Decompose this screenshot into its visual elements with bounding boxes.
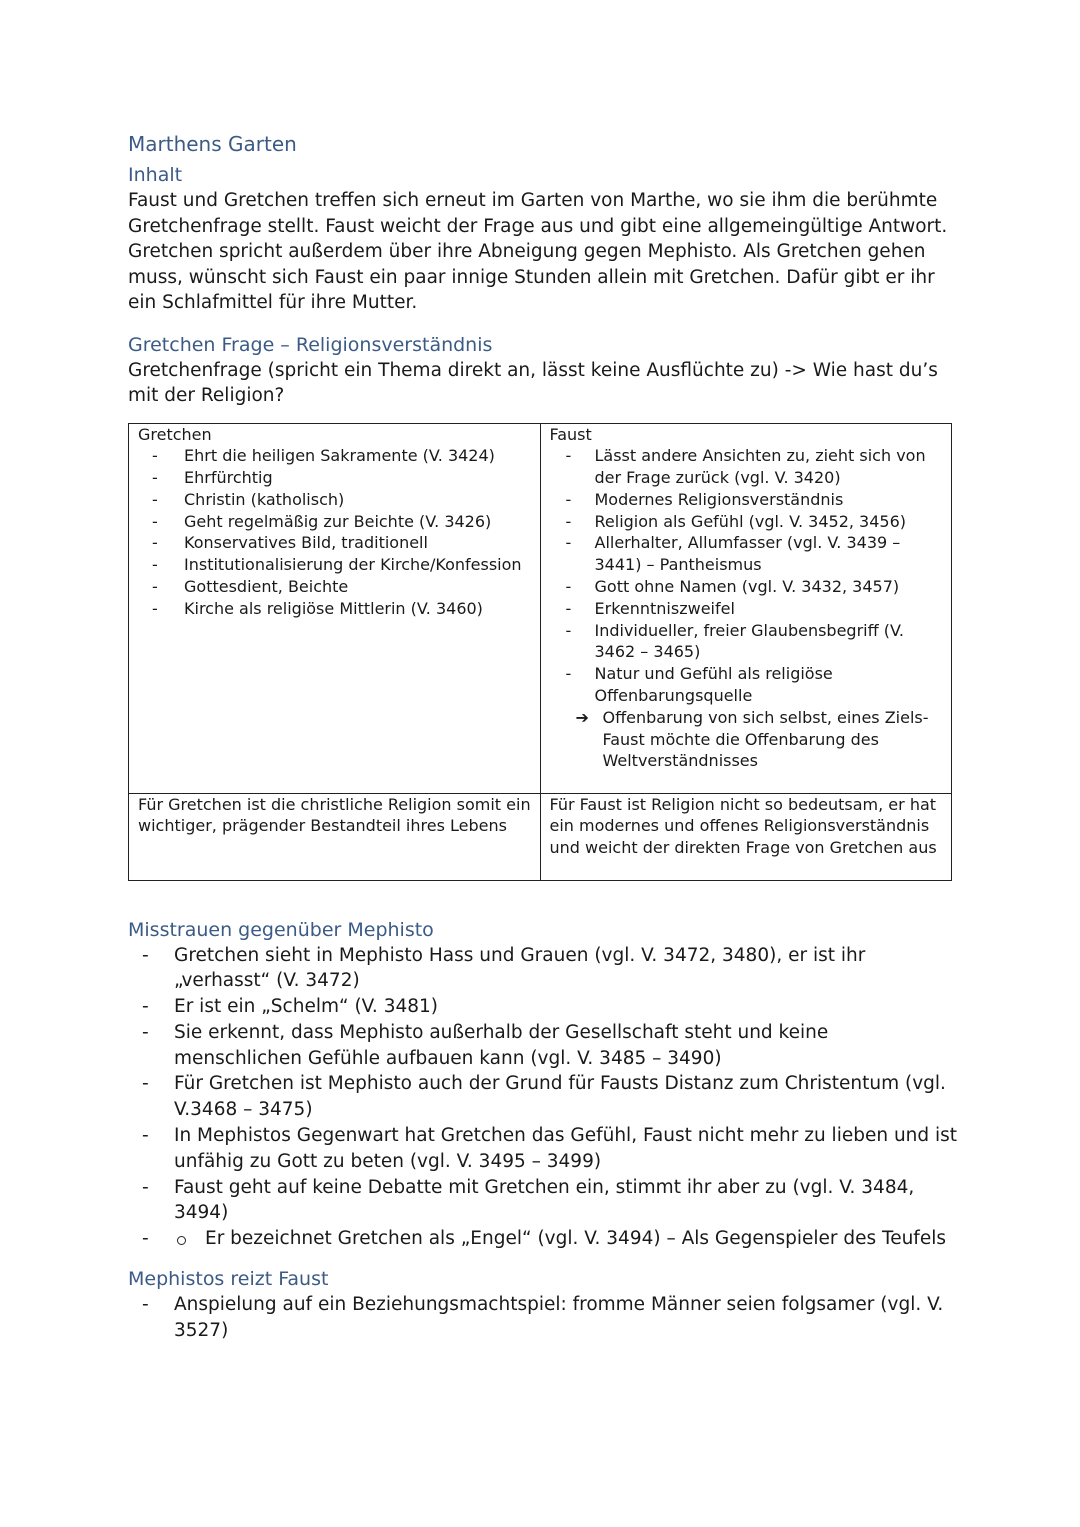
list-item: - Anspielung auf ein Beziehungsmachtspiel: fromme Männer seien folgsamer (vgl. V. 3527) <box>128 1292 958 1344</box>
section-mephisto-reizt <box>128 1266 958 1344</box>
section-misstrauen <box>128 917 958 1253</box>
list-item: - Allerhalter, Allumfasser (vgl. V. 3439 – 3441) – Pantheismus <box>550 532 946 576</box>
list-item <box>550 663 946 707</box>
sub-list-item-text: Offenbarung von sich selbst, eines Ziels- Faust möchte die Offenbarung des Weltverständnisses <box>602 707 929 771</box>
circle-bullet-icon <box>177 1236 186 1245</box>
section-heading-misstrauen: Misstrauen gegenüber Mephisto <box>128 918 434 941</box>
list-item: - Religion als Gefühl (vgl. V. 3452, 3456) <box>550 511 946 533</box>
gretchen-list <box>138 445 534 619</box>
misstrauen-sublist <box>128 1226 958 1252</box>
sub-list-item <box>550 707 946 772</box>
comparison-table <box>128 423 952 881</box>
list-item: - Für Gretchen ist Mephisto auch der Grund für Fausts Distanz zum Christentum (vgl. V.3468 – 3475) <box>128 1071 958 1123</box>
faust-column <box>540 423 952 793</box>
list-item: - Faust geht auf keine Debatte mit Gretchen ein, stimmt ihr aber zu (vgl. V. 3484, 3494) <box>128 1175 958 1227</box>
table-row-summary <box>129 793 952 880</box>
sub-list-item <box>128 1226 958 1252</box>
list-item-text: Natur und Gefühl als religiöse Offenbarungsquelle <box>594 664 833 706</box>
list-item: - Ehrfürchtig <box>138 467 534 489</box>
faust-summary-cell: Für Faust ist Religion nicht so bedeutsam, er hat ein modernes und offenes Religionsverständnis und weicht der direkten Frage von Gretchen aus <box>540 793 952 880</box>
document-content <box>128 130 958 1344</box>
list-item: - Institutionalisierung der Kirche/Konfession <box>138 554 534 576</box>
section-gretchenfrage <box>128 332 958 881</box>
list-item: - Ehrt die heiligen Sakramente (V. 3424) <box>138 445 534 467</box>
gretchen-summary-cell: Für Gretchen ist die christliche Religion somit ein wichtiger, prägender Bestandteil ihres Lebens <box>129 793 541 880</box>
faust-list <box>550 445 946 707</box>
list-item: - Geht regelmäßig zur Beichte (V. 3426) <box>138 511 534 533</box>
list-item: - In Mephistos Gegenwart hat Gretchen das Gefühl, Faust nicht mehr zu lieben und ist unfähig zu Gott zu beten (vgl. V. 3495 – 3499) <box>128 1123 958 1175</box>
gretchen-column-header: Gretchen <box>138 424 212 444</box>
gretchen-column <box>129 423 541 793</box>
list-item: - Individueller, freier Glaubensbegriff (V. 3462 – 3465) <box>550 620 946 664</box>
section-heading-reizt: Mephistos reizt Faust <box>128 1268 329 1291</box>
list-item: - Erkenntniszweifel <box>550 598 946 620</box>
list-item: - Gottesdient, Beichte <box>138 576 534 598</box>
list-item: - Gott ohne Namen (vgl. V. 3432, 3457) <box>550 576 946 598</box>
inhalt-paragraph: Faust und Gretchen treffen sich erneut im Garten von Marthe, wo sie ihm die berühmte Gretchenfrage stellt. Faust weicht der Frage aus und gibt eine allgemeingültige Antwort. Gretchen spricht außerdem über ihre Abneigung gegen Mephisto. Als Gretchen gehen muss, wünscht sich Faust ein paar innige Stunden allein mit Gretchen. Dafür gibt er ihr ein Schlafmittel für ihre Mutter. <box>128 190 948 313</box>
misstrauen-list <box>128 943 958 1227</box>
page-title: Marthens Garten <box>128 132 297 156</box>
list-item: - Konservatives Bild, traditionell <box>138 532 534 554</box>
reizt-list <box>128 1292 958 1344</box>
sub-list-item-text: Er bezeichnet Gretchen als „Engel“ (vgl. V. 3494) – Als Gegenspieler des Teufels <box>205 1228 946 1250</box>
list-item: - Sie erkennt, dass Mephisto außerhalb der Gesellschaft steht und keine menschlichen Gefühle aufbauen kann (vgl. V. 3485 – 3490) <box>128 1020 958 1072</box>
list-item: - Christin (katholisch) <box>138 489 534 511</box>
faust-column-header: Faust <box>549 424 592 444</box>
section-inhalt <box>128 162 958 316</box>
list-item: - Er ist ein „Schelm“ (V. 3481) <box>128 994 958 1020</box>
list-item: - Lässt andere Ansichten zu, zieht sich von der Frage zurück (vgl. V. 3420) <box>550 445 946 489</box>
list-item: - Kirche als religiöse Mittlerin (V. 3460) <box>138 598 534 620</box>
list-item: - Gretchen sieht in Mephisto Hass und Grauen (vgl. V. 3472, 3480), er ist ihr „verhasst“ (V. 3472) <box>128 943 958 995</box>
list-item: - Modernes Religionsverständnis <box>550 489 946 511</box>
faust-sublist <box>550 707 946 772</box>
table-row-lists <box>129 423 952 793</box>
section-heading-gretchenfrage: Gretchen Frage – Religionsverständnis <box>128 333 493 356</box>
gretchenfrage-paragraph: Gretchenfrage (spricht ein Thema direkt an, lässt keine Ausflüchte zu) -> Wie hast du’s mit der Religion? <box>128 359 938 406</box>
section-heading-inhalt: Inhalt <box>128 164 183 186</box>
arrow-right-icon: ➔ <box>575 707 589 727</box>
